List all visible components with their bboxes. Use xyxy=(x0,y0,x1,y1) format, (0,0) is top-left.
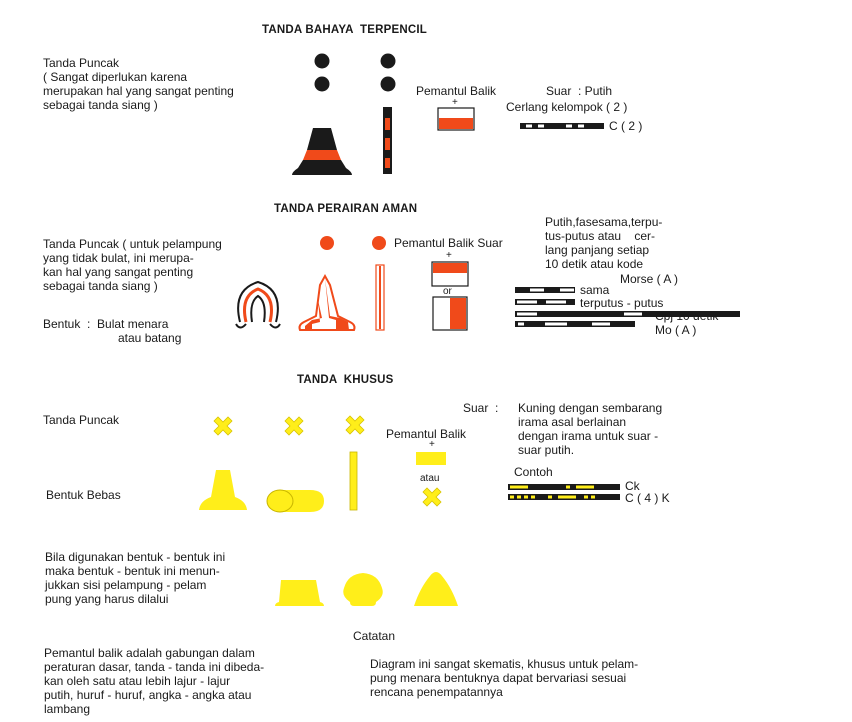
light-code-label-mo: Mo ( A ) xyxy=(655,323,697,337)
notes-right-line2: pung menara bentuknya dapat bervariasi sesuai xyxy=(370,671,627,685)
isolated-danger-topmark-right xyxy=(381,54,396,92)
special-topmark-label: Tanda Puncak xyxy=(43,413,120,427)
lateral-can-shape xyxy=(275,580,324,606)
special-spar-buoy xyxy=(350,452,357,510)
section-title-safe-water: TANDA PERAIRAN AMAN xyxy=(274,203,418,215)
safe-water-note-line4: sebagai tanda siang ) xyxy=(43,279,158,293)
isolated-danger-spar-buoy xyxy=(383,107,392,174)
light-code-label-c2: C ( 2 ) xyxy=(609,119,643,133)
safe-water-note-line3: kan hal yang sangat penting xyxy=(43,265,194,279)
shape-label-line2: atau batang xyxy=(118,331,182,345)
notes-left-line3: kan oleh satu atau lebih lajur - lajur xyxy=(44,674,231,688)
special-retro-label: Pemantul Balik xyxy=(386,427,467,441)
special-conical-buoy xyxy=(199,470,247,510)
lateral-sphere-shape xyxy=(343,573,383,606)
atau-label: atau xyxy=(420,473,440,484)
light-code-label-lfl: Cpj 10 detik xyxy=(655,309,719,323)
lateral-note-line4: pung yang harus dilalui xyxy=(45,592,169,606)
plus-sign-2: + xyxy=(446,250,452,261)
special-light-desc-line1: Kuning dengan sembarang xyxy=(518,401,663,415)
morse-label: Morse ( A ) xyxy=(620,272,679,286)
notes-left-line5: lambang xyxy=(44,702,91,716)
or-label: or xyxy=(443,286,452,297)
retroreflector-label: Pemantul Balik xyxy=(416,84,497,98)
special-retroreflector xyxy=(416,452,446,465)
topmark-note-line3: sebagai tanda siang ) xyxy=(43,98,158,112)
example-label: Contoh xyxy=(514,465,553,479)
safe-water-spar-buoy xyxy=(376,265,384,330)
light-code-iso xyxy=(515,287,575,293)
special-light-desc-line2: irama asal berlainan xyxy=(518,415,627,429)
shape-label: Bentuk : Bulat menara xyxy=(43,317,169,331)
topmark-label: Tanda Puncak xyxy=(43,56,120,70)
retroreflector-light-label: Pemantul Balik Suar xyxy=(394,236,503,250)
topmark-note-line1: ( Sangat diperlukan karena xyxy=(43,70,188,84)
plus-sign-3: + xyxy=(429,439,435,450)
section-title-isolated-danger: TANDA BAHAYA TERPENCIL xyxy=(262,24,427,36)
notes-left-line4: putih, huruf - huruf, angka - angka atau xyxy=(44,688,252,702)
light-code-label-ck: Ck xyxy=(625,479,640,493)
lateral-note-line2: maka bentuk - bentuk ini menun- xyxy=(45,564,220,578)
special-light-label: Suar : xyxy=(463,401,499,415)
safe-water-retroreflector-1 xyxy=(432,262,468,286)
notes-left-line1: Pemantul balik adalah gabungan dalam xyxy=(44,646,255,660)
light-code-c4k xyxy=(508,494,620,500)
isolated-danger-retroreflector xyxy=(438,108,474,130)
special-light-desc-line4: suar putih. xyxy=(518,443,575,457)
safe-water-pillar-buoy xyxy=(300,276,355,330)
light-color-label: Suar : Putih xyxy=(546,84,613,98)
light-code-label-c4k: C ( 4 ) K xyxy=(625,491,670,505)
safe-water-spherical-buoy xyxy=(236,282,280,328)
safe-light-desc-line1: Putih,fasesama,terpu- xyxy=(545,215,663,229)
safe-light-desc-line3: lang panjang setiap xyxy=(545,243,650,257)
light-code-label-iso: sama xyxy=(580,283,610,297)
safe-light-desc-line2: tus-putus atau cer- xyxy=(545,229,656,243)
lateral-cone-shape xyxy=(414,572,458,606)
lateral-note-line3: jukkan sisi pelampung - pelam xyxy=(45,578,207,592)
notes-left-line2: peraturan dasar, tanda - tanda ini dibeda- xyxy=(44,660,265,674)
safe-water-note-line1: Tanda Puncak ( untuk pelampung xyxy=(43,237,222,251)
notes-right-line3: rencana penempatannya xyxy=(370,685,503,699)
lateral-note-line1: Bila digunakan bentuk - bentuk ini xyxy=(45,550,226,564)
safe-water-note-line2: yang tidak bulat, ini merupa- xyxy=(43,251,194,265)
section-title-special: TANDA KHUSUS xyxy=(297,374,394,386)
special-shape-label: Bentuk Bebas xyxy=(46,488,121,502)
special-light-desc-line3: dengan irama untuk suar - xyxy=(518,429,659,443)
notes-right-line1: Diagram ini sangat skematis, khusus untuk pelam- xyxy=(370,657,639,671)
isolated-danger-conical-buoy xyxy=(292,128,352,175)
safe-water-topmark-1 xyxy=(320,236,334,250)
light-code-ck xyxy=(508,484,620,490)
isolated-danger-topmark-left xyxy=(315,54,330,92)
light-code-label-occ: terputus - putus xyxy=(580,296,664,310)
light-rhythm-label: Cerlang kelompok ( 2 ) xyxy=(506,100,628,114)
safe-water-retroreflector-2 xyxy=(433,297,467,330)
plus-sign: + xyxy=(452,97,458,108)
special-can-buoy xyxy=(267,490,324,512)
safe-light-desc-line4: 10 detik atau kode xyxy=(545,257,644,271)
light-code-c2 xyxy=(520,123,604,129)
special-topmark-x-2 xyxy=(285,417,303,435)
safe-water-topmark-2 xyxy=(372,236,386,250)
light-code-occulting xyxy=(515,299,575,305)
special-retroreflector-x xyxy=(423,488,441,506)
topmark-note-line2: merupakan hal yang sangat penting xyxy=(43,84,234,98)
special-topmark-x-3 xyxy=(346,416,364,434)
special-topmark-x-1 xyxy=(214,417,232,435)
notes-title: Catatan xyxy=(353,629,396,643)
light-code-morse-a xyxy=(515,321,635,327)
